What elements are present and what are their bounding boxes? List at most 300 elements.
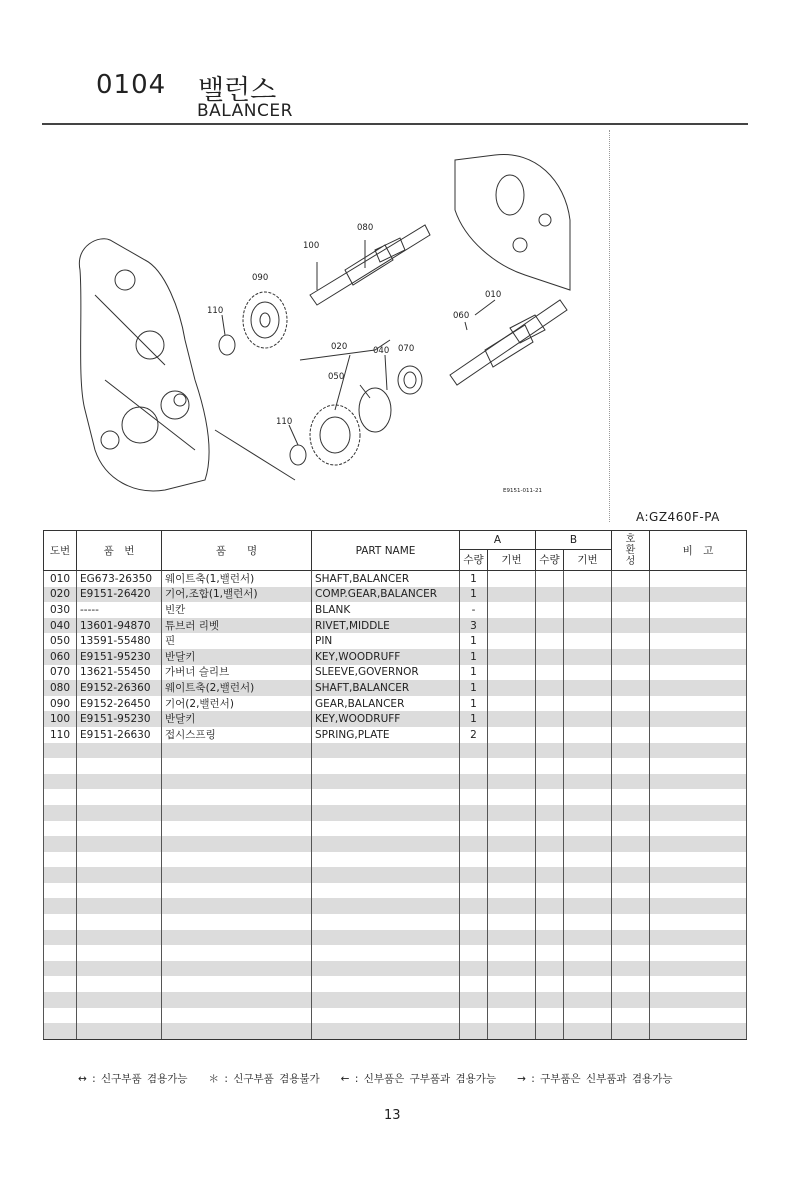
cell-empty bbox=[536, 821, 564, 837]
cell-empty bbox=[564, 1023, 612, 1039]
cell-name-kr: 반달키 bbox=[162, 649, 312, 665]
cell-empty bbox=[564, 743, 612, 759]
cell-empty bbox=[312, 852, 460, 868]
callout-label: 110 bbox=[276, 417, 293, 427]
cell-compat bbox=[612, 633, 650, 649]
cell-qty-b bbox=[536, 649, 564, 665]
cell-empty bbox=[312, 821, 460, 837]
cell-empty bbox=[312, 774, 460, 790]
cell-empty bbox=[44, 821, 77, 837]
cell-compat bbox=[612, 665, 650, 681]
cell-empty bbox=[488, 992, 536, 1008]
cell-empty bbox=[162, 852, 312, 868]
cell-empty bbox=[312, 836, 460, 852]
cell-base-b bbox=[564, 587, 612, 603]
table-row-empty bbox=[44, 852, 747, 868]
cell-empty bbox=[650, 1023, 747, 1039]
header-remarks: 비 고 bbox=[650, 531, 747, 571]
cell-empty bbox=[564, 836, 612, 852]
cell-ref: 070 bbox=[44, 665, 77, 681]
cell-empty bbox=[77, 945, 162, 961]
cell-part-no: E9151-95230 bbox=[77, 649, 162, 665]
cell-qty-b bbox=[536, 587, 564, 603]
cell-compat bbox=[612, 711, 650, 727]
table-row-empty bbox=[44, 945, 747, 961]
cell-empty bbox=[44, 883, 77, 899]
cell-base-b bbox=[564, 649, 612, 665]
cell-empty bbox=[650, 992, 747, 1008]
cell-part-no: E9151-95230 bbox=[77, 711, 162, 727]
cell-base-a bbox=[488, 649, 536, 665]
cell-empty bbox=[312, 992, 460, 1008]
cell-empty bbox=[612, 1023, 650, 1039]
cell-base-b bbox=[564, 618, 612, 634]
cell-base-a bbox=[488, 618, 536, 634]
table-row-empty bbox=[44, 805, 747, 821]
table-row-empty bbox=[44, 961, 747, 977]
cell-empty bbox=[536, 976, 564, 992]
cell-base-a bbox=[488, 633, 536, 649]
cell-empty bbox=[312, 898, 460, 914]
cell-empty bbox=[564, 821, 612, 837]
cell-empty bbox=[650, 898, 747, 914]
cell-empty bbox=[162, 992, 312, 1008]
cell-empty bbox=[162, 789, 312, 805]
cell-part-name: SPRING,PLATE bbox=[312, 727, 460, 743]
cell-ref: 090 bbox=[44, 696, 77, 712]
cell-empty bbox=[77, 898, 162, 914]
cell-empty bbox=[650, 961, 747, 977]
table-row-empty bbox=[44, 1023, 747, 1039]
table-row-empty bbox=[44, 930, 747, 946]
cell-empty bbox=[460, 852, 488, 868]
cell-empty bbox=[460, 758, 488, 774]
table-row bbox=[44, 680, 747, 696]
cell-empty bbox=[44, 852, 77, 868]
cell-empty bbox=[650, 774, 747, 790]
cell-empty bbox=[77, 930, 162, 946]
cell-empty bbox=[650, 821, 747, 837]
cell-empty bbox=[612, 805, 650, 821]
cell-qty: 1 bbox=[460, 711, 488, 727]
cell-empty bbox=[162, 1023, 312, 1039]
cell-part-name: BLANK bbox=[312, 602, 460, 618]
cell-empty bbox=[77, 976, 162, 992]
cell-empty bbox=[488, 774, 536, 790]
compatibility-legend: ↔ : 신구부품 겸용가능 ＊ : 신구부품 겸용불가 ← : 신부품은 구부품과 겸용가능 → : 구부품은 신부품과 겸용가능 bbox=[78, 1073, 673, 1085]
cell-empty bbox=[162, 867, 312, 883]
cell-empty bbox=[312, 1008, 460, 1024]
cell-empty bbox=[460, 821, 488, 837]
cell-base-b bbox=[564, 633, 612, 649]
cell-part-no: E9152-26450 bbox=[77, 696, 162, 712]
parts-table-body bbox=[44, 571, 747, 1040]
cell-empty bbox=[536, 774, 564, 790]
cell-empty bbox=[312, 976, 460, 992]
cell-part-name: KEY,WOODRUFF bbox=[312, 649, 460, 665]
cell-empty bbox=[460, 774, 488, 790]
callout-label: 110 bbox=[207, 306, 224, 316]
cell-empty bbox=[162, 758, 312, 774]
cell-base-a bbox=[488, 587, 536, 603]
cell-qty-b bbox=[536, 618, 564, 634]
cell-empty bbox=[162, 821, 312, 837]
callout-label: 020 bbox=[331, 342, 348, 352]
cell-compat bbox=[612, 587, 650, 603]
cell-empty bbox=[564, 805, 612, 821]
cell-remarks bbox=[650, 696, 747, 712]
cell-base-b bbox=[564, 571, 612, 587]
table-row bbox=[44, 711, 747, 727]
cell-empty bbox=[162, 805, 312, 821]
cell-empty bbox=[612, 789, 650, 805]
table-row-empty bbox=[44, 976, 747, 992]
table-row bbox=[44, 696, 747, 712]
callout-label: 010 bbox=[485, 290, 502, 300]
cell-empty bbox=[44, 743, 77, 759]
table-row-empty bbox=[44, 914, 747, 930]
cell-empty bbox=[564, 945, 612, 961]
header-divider bbox=[42, 123, 748, 125]
cell-empty bbox=[312, 883, 460, 899]
cell-empty bbox=[650, 930, 747, 946]
cell-empty bbox=[536, 805, 564, 821]
cell-remarks bbox=[650, 680, 747, 696]
table-row bbox=[44, 571, 747, 587]
table-row-empty bbox=[44, 774, 747, 790]
cell-part-no: ----- bbox=[77, 602, 162, 618]
cell-empty bbox=[612, 758, 650, 774]
cell-empty bbox=[162, 743, 312, 759]
cell-empty bbox=[612, 976, 650, 992]
cell-empty bbox=[312, 961, 460, 977]
callout-label: 060 bbox=[453, 311, 470, 321]
section-title-korean: 밸런스 bbox=[198, 75, 277, 106]
cell-empty bbox=[460, 789, 488, 805]
cell-empty bbox=[77, 867, 162, 883]
cell-ref: 040 bbox=[44, 618, 77, 634]
cell-empty bbox=[162, 898, 312, 914]
cell-qty: 1 bbox=[460, 665, 488, 681]
cell-empty bbox=[312, 789, 460, 805]
cell-base-b bbox=[564, 696, 612, 712]
cell-empty bbox=[44, 805, 77, 821]
cell-qty-b bbox=[536, 696, 564, 712]
cell-empty bbox=[77, 992, 162, 1008]
cell-part-name: COMP.GEAR,BALANCER bbox=[312, 587, 460, 603]
cell-ref: 020 bbox=[44, 587, 77, 603]
cell-remarks bbox=[650, 633, 747, 649]
cell-base-a bbox=[488, 696, 536, 712]
cell-empty bbox=[650, 914, 747, 930]
cell-ref: 010 bbox=[44, 571, 77, 587]
cell-remarks bbox=[650, 649, 747, 665]
cell-empty bbox=[612, 930, 650, 946]
cell-empty bbox=[44, 758, 77, 774]
cell-part-no: E9152-26360 bbox=[77, 680, 162, 696]
cell-empty bbox=[612, 883, 650, 899]
cell-empty bbox=[488, 945, 536, 961]
table-row-empty bbox=[44, 743, 747, 759]
cell-empty bbox=[564, 961, 612, 977]
table-row-empty bbox=[44, 758, 747, 774]
cell-empty bbox=[488, 976, 536, 992]
cell-ref: 110 bbox=[44, 727, 77, 743]
table-row bbox=[44, 727, 747, 743]
table-row bbox=[44, 649, 747, 665]
cell-empty bbox=[650, 852, 747, 868]
cell-qty: 1 bbox=[460, 649, 488, 665]
cell-empty bbox=[44, 992, 77, 1008]
cell-empty bbox=[536, 758, 564, 774]
cell-name-kr: 기어,조합(1,밸런서) bbox=[162, 587, 312, 603]
cell-empty bbox=[460, 836, 488, 852]
cell-empty bbox=[162, 1008, 312, 1024]
cell-empty bbox=[564, 976, 612, 992]
header-qty-b: 수량 bbox=[536, 550, 564, 571]
cell-empty bbox=[460, 805, 488, 821]
cell-qty: 1 bbox=[460, 587, 488, 603]
cell-empty bbox=[460, 743, 488, 759]
cell-empty bbox=[460, 1023, 488, 1039]
cell-empty bbox=[564, 852, 612, 868]
table-row bbox=[44, 633, 747, 649]
table-row-empty bbox=[44, 821, 747, 837]
cell-empty bbox=[536, 992, 564, 1008]
cell-qty-b bbox=[536, 602, 564, 618]
cell-empty bbox=[536, 789, 564, 805]
cell-part-no: 13591-55480 bbox=[77, 633, 162, 649]
header-base-b: 기번 bbox=[564, 550, 612, 571]
cell-base-a bbox=[488, 571, 536, 587]
left-housing bbox=[79, 239, 209, 491]
cell-name-kr: 가버너 슬리브 bbox=[162, 665, 312, 681]
cell-base-a bbox=[488, 665, 536, 681]
cell-part-no: E9151-26630 bbox=[77, 727, 162, 743]
cell-empty bbox=[44, 1008, 77, 1024]
cell-qty: 1 bbox=[460, 696, 488, 712]
cell-empty bbox=[612, 898, 650, 914]
cell-empty bbox=[488, 743, 536, 759]
cell-empty bbox=[77, 805, 162, 821]
table-row-empty bbox=[44, 1008, 747, 1024]
cell-empty bbox=[612, 836, 650, 852]
cell-remarks bbox=[650, 711, 747, 727]
cell-empty bbox=[612, 914, 650, 930]
cell-empty bbox=[612, 945, 650, 961]
cell-empty bbox=[77, 821, 162, 837]
cell-empty bbox=[536, 914, 564, 930]
cell-empty bbox=[488, 1008, 536, 1024]
cell-compat bbox=[612, 727, 650, 743]
cell-empty bbox=[536, 1023, 564, 1039]
cell-compat bbox=[612, 680, 650, 696]
cell-empty bbox=[77, 1023, 162, 1039]
balancer-gear-lower bbox=[310, 405, 360, 465]
cell-part-name: GEAR,BALANCER bbox=[312, 696, 460, 712]
cell-part-no: 13621-55450 bbox=[77, 665, 162, 681]
cell-empty bbox=[488, 758, 536, 774]
header-part-name: PART NAME bbox=[312, 531, 460, 571]
cell-name-kr: 웨이트축(1,밸런서) bbox=[162, 571, 312, 587]
cell-empty bbox=[564, 758, 612, 774]
cell-empty bbox=[460, 898, 488, 914]
cell-empty bbox=[460, 867, 488, 883]
cell-name-kr: 기어(2,밸런서) bbox=[162, 696, 312, 712]
cell-empty bbox=[77, 914, 162, 930]
cell-empty bbox=[77, 883, 162, 899]
cell-empty bbox=[44, 867, 77, 883]
cell-empty bbox=[536, 867, 564, 883]
cell-empty bbox=[650, 883, 747, 899]
cell-empty bbox=[650, 1008, 747, 1024]
cell-empty bbox=[44, 789, 77, 805]
cell-empty bbox=[162, 883, 312, 899]
cell-empty bbox=[650, 836, 747, 852]
cell-remarks bbox=[650, 602, 747, 618]
cell-empty bbox=[162, 976, 312, 992]
cell-ref: 080 bbox=[44, 680, 77, 696]
cell-qty-b bbox=[536, 727, 564, 743]
section-title-english: BALANCER bbox=[197, 101, 293, 121]
header-group-a: A bbox=[460, 531, 536, 550]
cell-ref: 100 bbox=[44, 711, 77, 727]
cell-empty bbox=[564, 898, 612, 914]
model-code: A:GZ460F-PA bbox=[636, 510, 720, 524]
cell-empty bbox=[488, 883, 536, 899]
cell-ref: 030 bbox=[44, 602, 77, 618]
cell-empty bbox=[650, 743, 747, 759]
parts-table bbox=[43, 530, 747, 1040]
callout-label: 070 bbox=[398, 344, 415, 354]
cell-name-kr: 접시스프링 bbox=[162, 727, 312, 743]
cell-empty bbox=[650, 805, 747, 821]
cell-empty bbox=[536, 898, 564, 914]
cell-name-kr: 빈칸 bbox=[162, 602, 312, 618]
cell-empty bbox=[44, 1023, 77, 1039]
cell-base-b bbox=[564, 665, 612, 681]
cell-empty bbox=[44, 774, 77, 790]
cell-empty bbox=[564, 867, 612, 883]
cell-empty bbox=[77, 836, 162, 852]
header-compat: 호 환 성 bbox=[612, 531, 650, 571]
cell-empty bbox=[650, 867, 747, 883]
cell-empty bbox=[312, 867, 460, 883]
cell-empty bbox=[460, 1008, 488, 1024]
cell-part-name: SLEEVE,GOVERNOR bbox=[312, 665, 460, 681]
exploded-parts-diagram bbox=[55, 150, 600, 505]
table-row-empty bbox=[44, 992, 747, 1008]
cell-empty bbox=[536, 961, 564, 977]
cell-empty bbox=[44, 898, 77, 914]
header-base-a: 기번 bbox=[488, 550, 536, 571]
cell-empty bbox=[44, 930, 77, 946]
cell-remarks bbox=[650, 665, 747, 681]
table-row bbox=[44, 587, 747, 603]
cell-compat bbox=[612, 696, 650, 712]
cell-part-name: SHAFT,BALANCER bbox=[312, 571, 460, 587]
cell-empty bbox=[536, 852, 564, 868]
cell-part-name: RIVET,MIDDLE bbox=[312, 618, 460, 634]
cell-empty bbox=[564, 930, 612, 946]
cell-empty bbox=[312, 743, 460, 759]
table-row-empty bbox=[44, 898, 747, 914]
callout-label: 090 bbox=[252, 273, 269, 283]
cell-empty bbox=[536, 836, 564, 852]
header-group-b: B bbox=[536, 531, 612, 550]
cell-empty bbox=[488, 867, 536, 883]
cell-empty bbox=[44, 914, 77, 930]
cell-empty bbox=[312, 914, 460, 930]
cell-empty bbox=[162, 961, 312, 977]
callout-label: 040 bbox=[373, 346, 390, 356]
cell-qty: 1 bbox=[460, 571, 488, 587]
header-name-kr: 품 명 bbox=[162, 531, 312, 571]
cell-qty-b bbox=[536, 633, 564, 649]
cell-empty bbox=[488, 852, 536, 868]
cell-qty-b bbox=[536, 680, 564, 696]
cell-empty bbox=[460, 914, 488, 930]
cell-empty bbox=[162, 836, 312, 852]
cell-qty: - bbox=[460, 602, 488, 618]
cell-empty bbox=[488, 930, 536, 946]
cell-empty bbox=[312, 930, 460, 946]
cell-empty bbox=[77, 852, 162, 868]
cell-empty bbox=[650, 789, 747, 805]
cell-empty bbox=[44, 836, 77, 852]
cell-empty bbox=[488, 961, 536, 977]
table-row bbox=[44, 602, 747, 618]
callout-label: 100 bbox=[303, 241, 320, 251]
cell-empty bbox=[564, 789, 612, 805]
cell-empty bbox=[77, 961, 162, 977]
cell-empty bbox=[536, 743, 564, 759]
cell-empty bbox=[612, 1008, 650, 1024]
cell-empty bbox=[77, 789, 162, 805]
table-row-empty bbox=[44, 836, 747, 852]
cell-empty bbox=[162, 774, 312, 790]
cell-part-no: 13601-94870 bbox=[77, 618, 162, 634]
cell-empty bbox=[460, 992, 488, 1008]
cell-base-a bbox=[488, 711, 536, 727]
cell-empty bbox=[564, 883, 612, 899]
cell-remarks bbox=[650, 727, 747, 743]
table-row-empty bbox=[44, 789, 747, 805]
cell-name-kr: 튜브러 리벳 bbox=[162, 618, 312, 634]
cell-empty bbox=[488, 836, 536, 852]
cell-empty bbox=[77, 758, 162, 774]
cell-base-b bbox=[564, 680, 612, 696]
cell-qty: 3 bbox=[460, 618, 488, 634]
cell-empty bbox=[488, 914, 536, 930]
cell-base-a bbox=[488, 602, 536, 618]
cell-empty bbox=[44, 976, 77, 992]
table-row bbox=[44, 665, 747, 681]
cell-empty bbox=[460, 930, 488, 946]
cell-empty bbox=[77, 743, 162, 759]
cell-remarks bbox=[650, 587, 747, 603]
cell-empty bbox=[650, 945, 747, 961]
cell-empty bbox=[77, 774, 162, 790]
cell-empty bbox=[612, 743, 650, 759]
cell-name-kr: 반달키 bbox=[162, 711, 312, 727]
cell-empty bbox=[564, 774, 612, 790]
cell-empty bbox=[564, 914, 612, 930]
cell-empty bbox=[77, 1008, 162, 1024]
cell-empty bbox=[162, 914, 312, 930]
cell-compat bbox=[612, 571, 650, 587]
cell-ref: 050 bbox=[44, 633, 77, 649]
